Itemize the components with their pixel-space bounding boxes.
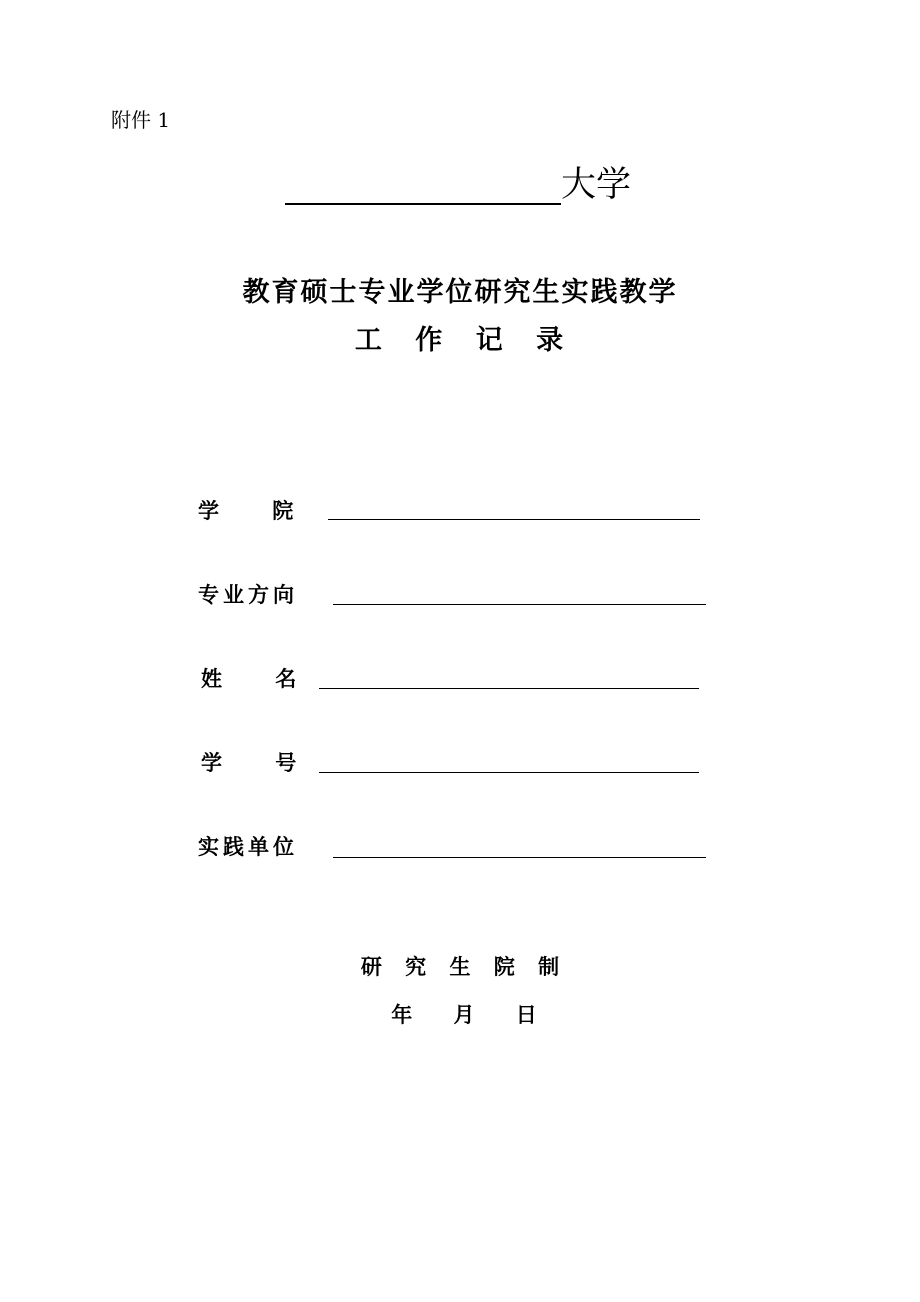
field-label-college: 学 院	[198, 499, 294, 523]
field-blank-major	[333, 604, 706, 605]
university-suffix: 大学	[561, 165, 632, 205]
document-subtitle: 工 作 记 录	[354, 325, 566, 356]
field-label-major: 专业方向	[198, 583, 298, 607]
field-blank-name	[319, 688, 699, 689]
field-blank-student-id	[319, 772, 699, 773]
issuer-label: 研 究 生 院 制	[360, 955, 560, 979]
field-label-name: 姓 名	[201, 667, 297, 691]
field-blank-college	[328, 519, 700, 520]
field-blank-practice-unit	[333, 857, 706, 858]
document-title: 教育硕士专业学位研究生实践教学	[242, 277, 678, 308]
university-name-blank	[285, 203, 561, 205]
field-label-student-id: 学 号	[201, 751, 297, 775]
field-label-practice-unit: 实践单位	[198, 835, 298, 859]
date-line: 年 月 日	[391, 1003, 537, 1027]
attachment-label: 附件 1	[111, 108, 171, 132]
